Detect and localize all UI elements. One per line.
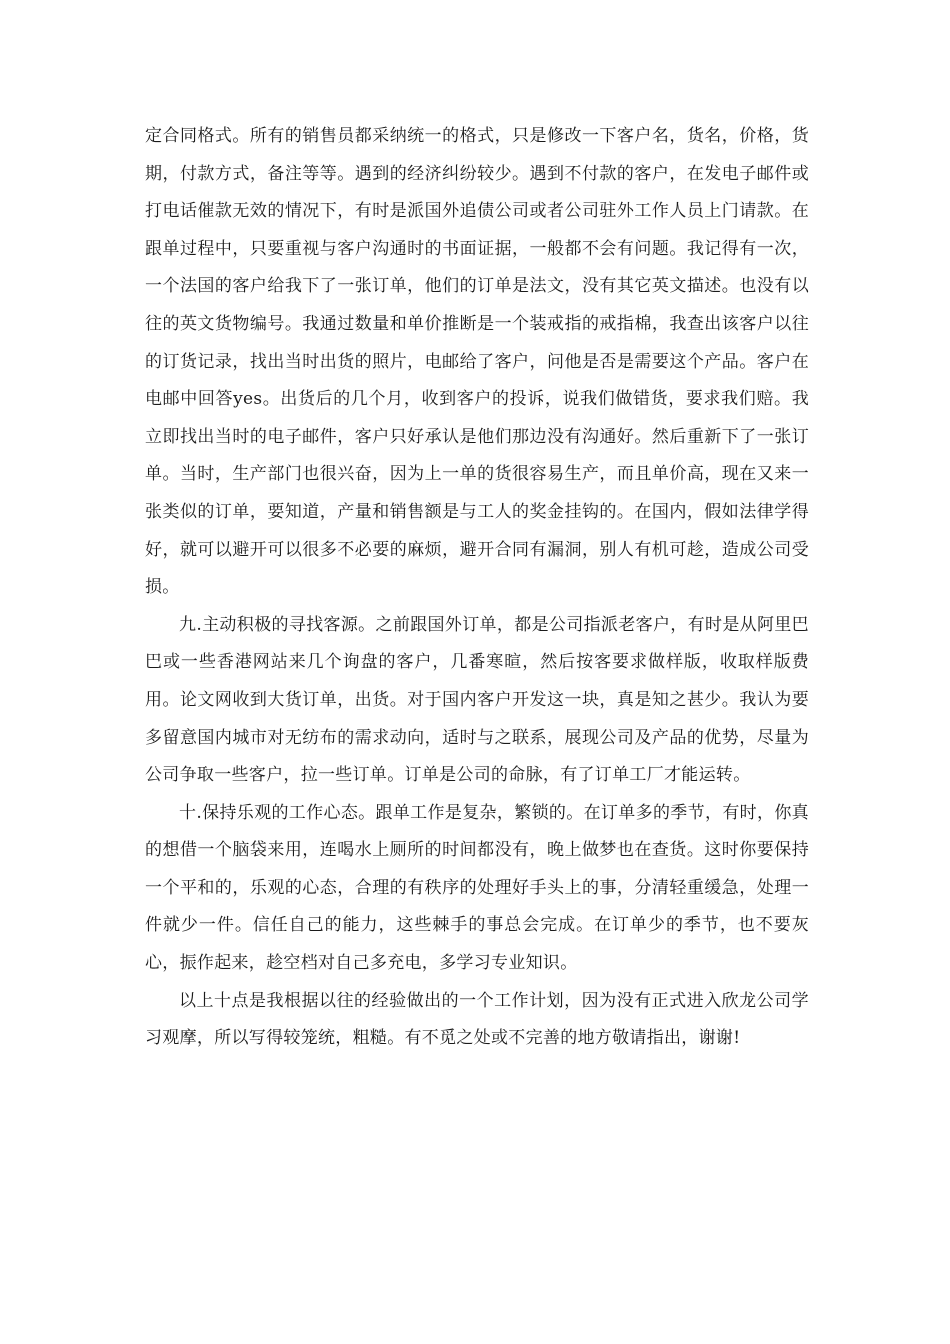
paragraph-contract-format: 定合同格式。所有的销售员都采纳统一的格式，只是修改一下客户名，货名，价格，货期，付款方式，备注等等。遇到的经济纠纷较少。遇到不付款的客户，在发电子邮件或打电话催款无效的情况下，有时是派国外追债公司或者公司驻外工作人员上门请款。在跟单过程中，只要重视与客户沟通时的书面证据，一般都不会有问题。我记得有一次，一个法国的客户给我下了一张订单，他们的订单是法文，没有其它英文描述。也没有以往的英文货物编号。我通过数量和单价推断是一个装戒指的戒指棉，我查出该客户以往的订货记录，找出当时出货的照片，电邮给了客户，问他是否是需要这个产品。客户在电邮中回答yes。出货后的几个月，收到客户的投诉，说我们做错货，要求我们赔。我立即找出当时的电子邮件，客户只好承认是他们那边没有沟通好。然后重新下了一张订单。当时，生产部门也很兴奋，因为上一单的货很容易生产，而且单价高，现在又来一张类似的订单，要知道，产量和销售额是与工人的奖金挂钩的。在国内，假如法律学得好，就可以避开可以很多不必要的麻烦，避开合同有漏洞，别人有机可趁，造成公司受损。 bbox=[145, 126, 809, 598]
paragraph-conclusion: 以上十点是我根据以往的经验做出的一个工作计划，因为没有正式进入欣龙公司学习观摩，所以写得较笼统，粗糙。有不觅之处或不完善的地方敬请指出，谢谢! bbox=[145, 990, 809, 1049]
paragraph-section-nine: 九.主动积极的寻找客源。之前跟国外订单，都是公司指派老客户，有时是从阿里巴巴或一些香港网站来几个询盘的客户，几番寒暄，然后按客要求做样版，收取样版费用。论文网收到大货订单，出货。对于国内客户开发这一块，真是知之甚少。我认为要多留意国内城市对无纺布的需求动向，适时与之联系，展现公司及产品的优势，尽量为公司争取一些客户，拉一些订单。订单是公司的命脉，有了订单工厂才能运转。 bbox=[145, 614, 809, 786]
document-page bbox=[145, 118, 809, 1058]
paragraph-section-ten: 十.保持乐观的工作心态。跟单工作是复杂，繁锁的。在订单多的季节，有时，你真的想借一个脑袋来用，连喝水上厕所的时间都没有，晚上做梦也在查货。这时你要保持一个平和的，乐观的心态，合理的有秩序的处理好手头上的事，分清轻重缓急，处理一件就少一件。信任自己的能力，这些棘手的事总会完成。在订单少的季节，也不要灰心，振作起来，趁空档对自己多充电，多学习专业知识。 bbox=[145, 802, 809, 974]
